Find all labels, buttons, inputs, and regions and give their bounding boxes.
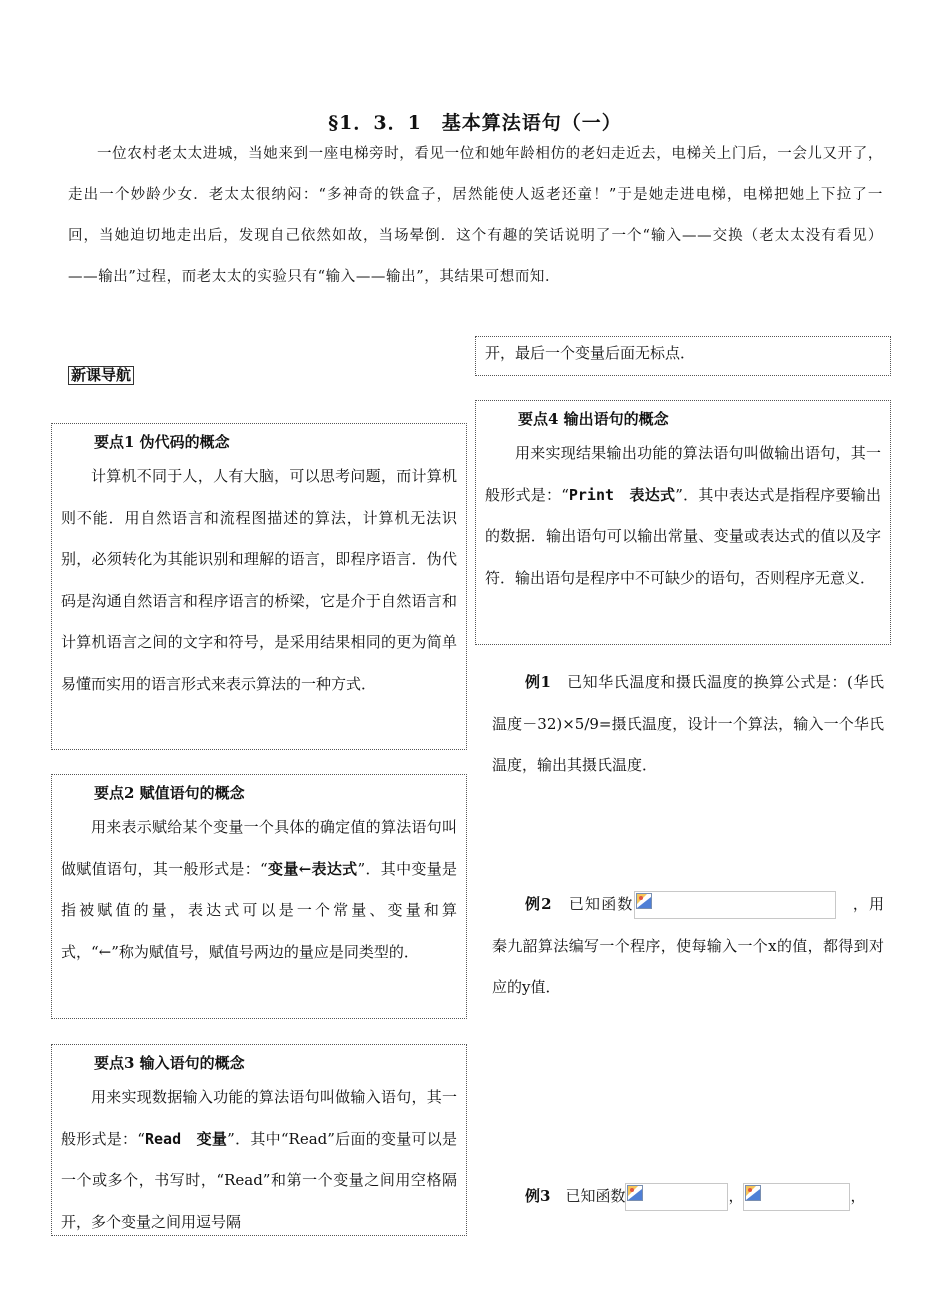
page-title: §1．3．1 基本算法语句（一）: [328, 112, 622, 134]
point2-box: [51, 774, 467, 1019]
point1-title: 要点1 伪代码的概念: [94, 433, 230, 451]
print-form: Print 表达式: [568, 485, 676, 504]
point3-continuation-box: [475, 336, 891, 376]
example3: 例3 已知函数 ， ，: [492, 1176, 884, 1218]
section-label-new-lesson: 新课导航: [68, 366, 134, 385]
broken-image-icon: [627, 1185, 643, 1201]
assignment-form: 变量←表达式: [267, 859, 358, 878]
point3-continuation: 开，最后一个变量后面无标点．: [485, 344, 696, 362]
point1-box: [51, 423, 467, 750]
broken-image-icon: [636, 893, 652, 909]
point4-text: 用来实现结果输出功能的算法语句叫做输出语句，其一般形式是：“Print 表达式”．其中表达式是指程序要输出的数据．输出语句可以输出常量、变量或表达式的值以及字符．输出语句是程序中不可缺少的语句，否则程序无意义．: [485, 444, 882, 587]
example1-label: 例1: [525, 673, 551, 691]
point3-box: [51, 1044, 467, 1236]
point2-text: 用来表示赋给某个变量一个具体的确定值的算法语句叫做赋值语句，其一般形式是：“变量←表达式”．其中变量是指被赋值的量，表达式可以是一个常量、变量和算式，“←”称为赋值号，赋值号两边的量应是同类型的．: [61, 818, 458, 961]
point4-title: 要点4 输出语句的概念: [518, 410, 669, 428]
formula-image-placeholder: [634, 891, 836, 919]
formula-image-placeholder: [625, 1183, 728, 1211]
broken-image-icon: [745, 1185, 761, 1201]
point2-title: 要点2 赋值语句的概念: [94, 784, 245, 802]
example3-label: 例3: [525, 1187, 551, 1205]
point4-box: [475, 400, 891, 645]
read-form: Read 变量: [144, 1129, 228, 1148]
example1: [492, 662, 884, 787]
example2: 例2 已知函数 ，用秦九韶算法编写一个程序，使每输入一个x的值，都得到对应的y值．: [492, 884, 884, 1009]
point3-title: 要点3 输入语句的概念: [94, 1054, 245, 1072]
point1-text: 计算机不同于人，人有大脑，可以思考问题，而计算机则不能．用自然语言和流程图描述的算法，计算机无法识别，必须转化为其能识别和理解的语言，即程序语言．伪代码是沟通自然语言和程序语言的桥梁，它是介于自然语言和计算机语言之间的文字和符号，是采用结果相同的更为简单易懂而实用的语言形式来表示算法的一种方式．: [61, 467, 457, 693]
point3-text: 用来实现数据输入功能的算法语句叫做输入语句，其一般形式是：“Read 变量”．其中“Read”后面的变量可以是一个或多个，书写时，“Read”和第一个变量之间用空格隔开，多个变量之间用逗号隔: [61, 1088, 458, 1231]
example1-text: 已知华氏温度和摄氏温度的换算公式是：(华氏温度－32)×5/9=摄氏温度，设计一个算法，输入一个华氏温度，输出其摄氏温度．: [492, 673, 884, 774]
formula-image-placeholder: [743, 1183, 850, 1211]
intro-paragraph: 一位农村老太太进城，当她来到一座电梯旁时，看见一位和她年龄相仿的老妇走近去，电梯关上门后，一会儿又开了，走出一个妙龄少女．老太太很纳闷：“多神奇的铁盒子，居然能使人返老还童！”于是她走进电梯，电梯把她上下拉了一回，当她迫切地走出后，发现自己依然如故，当场晕倒．这个有趣的笑话说明了一个“输入——交换（老太太没有看见）——输出”过程，而老太太的实验只有“输入——输出”，其结果可想而知．: [68, 146, 883, 285]
example2-label: 例2: [525, 895, 552, 913]
